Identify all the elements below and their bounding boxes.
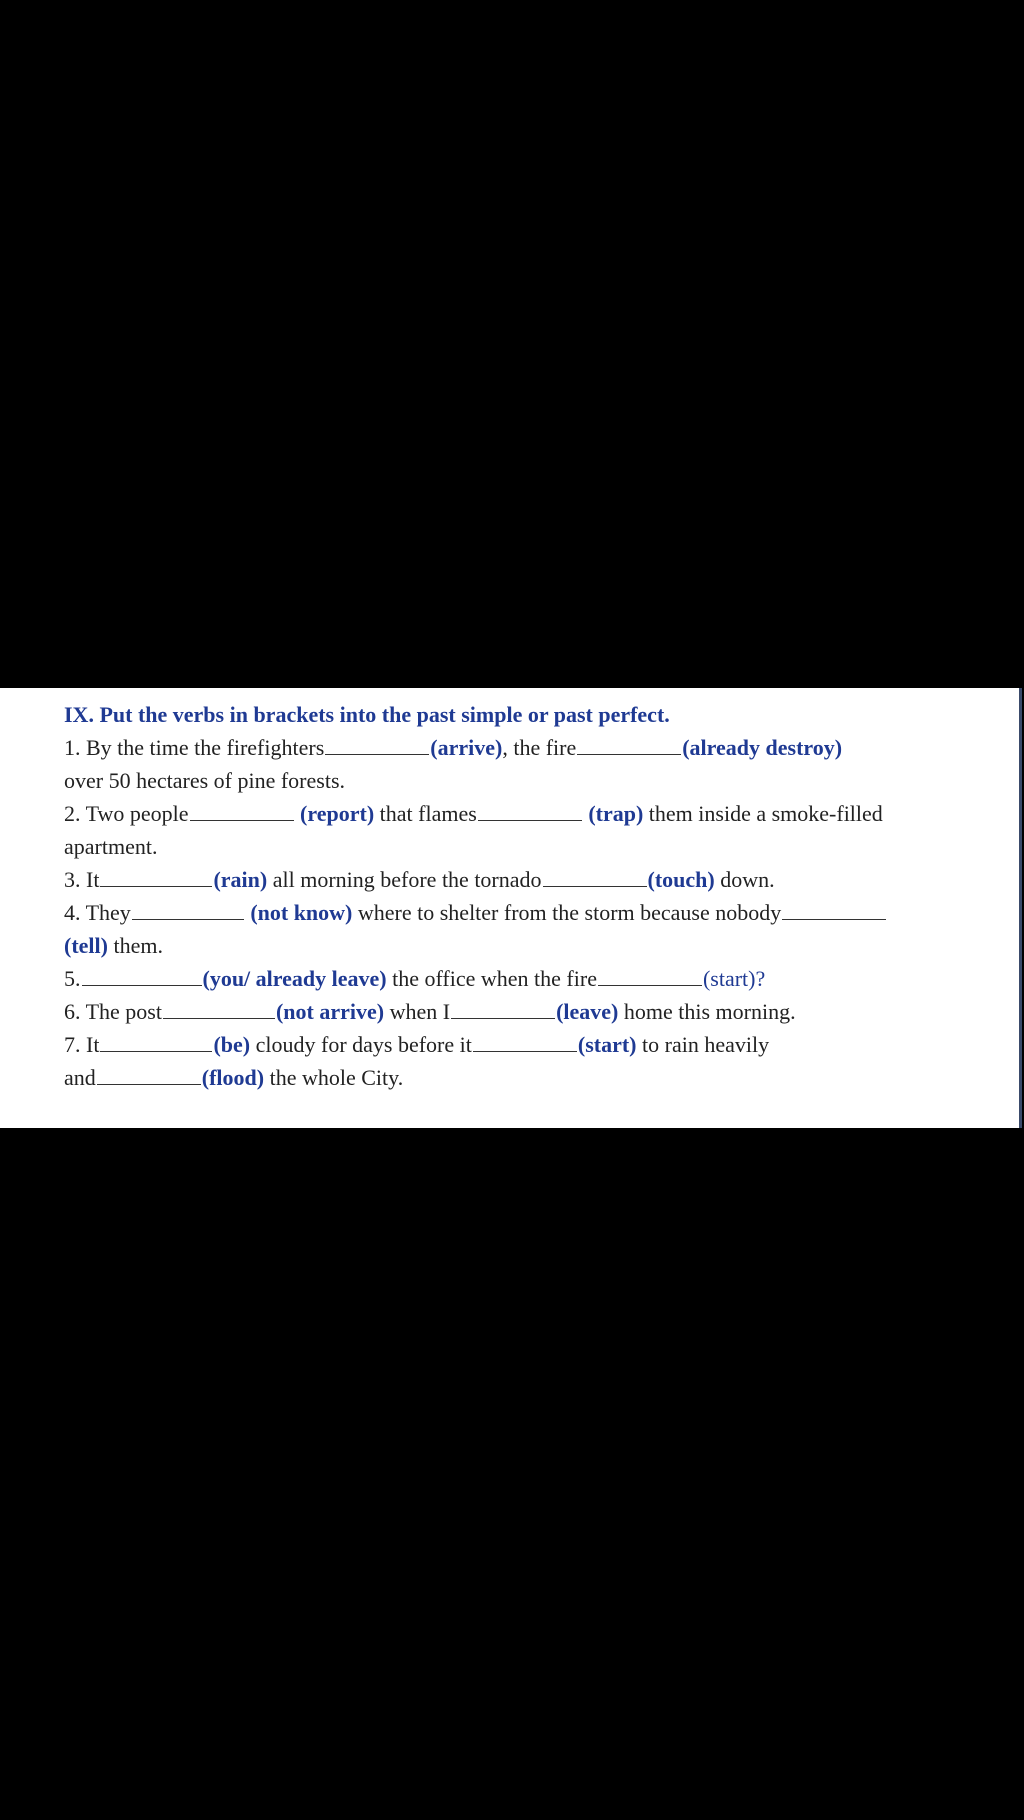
q2-blank-1[interactable] — [190, 800, 294, 821]
q5-text-b: the office when the fire — [392, 966, 597, 991]
q7-text-c: to rain heavily — [642, 1032, 770, 1057]
q5-verb-2: (start)? — [702, 966, 766, 991]
q7-text-e: the whole City. — [269, 1065, 404, 1090]
q6-text-b: when I — [389, 999, 451, 1024]
question-2-line-2 — [64, 830, 984, 863]
q6-verb-2: (leave) — [556, 999, 619, 1024]
q7-blank-1[interactable] — [100, 1031, 212, 1052]
q1-verb-1: (arrive) — [430, 735, 503, 760]
q2-text-c: them inside a smoke-filled — [648, 801, 883, 826]
exercise-content — [64, 698, 984, 1094]
question-1-line-2 — [64, 764, 984, 797]
q7-verb-3: (flood) — [201, 1065, 265, 1090]
q3-text-c: down. — [720, 867, 775, 892]
question-5 — [64, 962, 984, 995]
q1-verb-2: (already destroy) — [682, 735, 843, 760]
q6-blank-1[interactable] — [163, 998, 275, 1019]
q3-verb-1: (rain) — [213, 867, 268, 892]
question-2-line-1 — [64, 797, 984, 830]
q2-text-a: 2. Two people — [64, 801, 189, 826]
q4-text-c: them. — [113, 933, 163, 958]
exercise-panel — [0, 688, 1022, 1128]
q2-verb-2: (trap) — [588, 801, 644, 826]
q2-text-d: apartment. — [64, 834, 158, 859]
q6-text-c: home this morning. — [623, 999, 796, 1024]
q7-blank-2[interactable] — [473, 1031, 577, 1052]
q7-verb-1: (be) — [213, 1032, 251, 1057]
q1-blank-2[interactable] — [577, 734, 681, 755]
q2-blank-2[interactable] — [478, 800, 582, 821]
q5-blank-1[interactable] — [82, 965, 202, 986]
q1-text-c: over 50 hectares of pine forests. — [64, 768, 346, 793]
question-7-line-2 — [64, 1061, 984, 1094]
q6-blank-2[interactable] — [451, 998, 555, 1019]
q4-blank-1[interactable] — [132, 899, 244, 920]
q4-verb-1: (not know) — [250, 900, 353, 925]
question-7-line-1 — [64, 1028, 984, 1061]
q5-text-a: 5. — [64, 966, 81, 991]
q2-verb-1: (report) — [300, 801, 375, 826]
question-4-line-1 — [64, 896, 984, 929]
q3-blank-2[interactable] — [543, 866, 647, 887]
q7-text-a: 7. It — [64, 1032, 100, 1057]
question-4-line-2 — [64, 929, 984, 962]
q3-blank-1[interactable] — [100, 866, 212, 887]
q6-text-a: 6. The post — [64, 999, 162, 1024]
q4-text-a: 4. They — [64, 900, 131, 925]
q7-verb-2: (start) — [577, 1032, 637, 1057]
q4-blank-2[interactable] — [782, 899, 886, 920]
q1-blank-1[interactable] — [325, 734, 429, 755]
q4-verb-2: (tell) — [64, 933, 108, 958]
q5-verb-1: (you/ already leave) — [202, 966, 387, 991]
question-3 — [64, 863, 984, 896]
q3-verb-2: (touch) — [647, 867, 715, 892]
q7-text-b: cloudy for days before it — [255, 1032, 472, 1057]
q1-text-b: , the fire — [502, 735, 577, 760]
q7-blank-3[interactable] — [97, 1064, 201, 1085]
q5-blank-2[interactable] — [598, 965, 702, 986]
question-6 — [64, 995, 984, 1028]
q3-text-a: 3. It — [64, 867, 100, 892]
q3-text-b: all morning before the tornado — [272, 867, 542, 892]
q7-text-d: and — [64, 1065, 96, 1090]
q4-text-b: where to shelter from the storm because nobody — [357, 900, 782, 925]
q6-verb-1: (not arrive) — [275, 999, 385, 1024]
question-1-line-1 — [64, 731, 984, 764]
exercise-title: IX. Put the verbs in brackets into the past simple or past perfect. — [64, 702, 670, 727]
q2-text-b: that flames — [379, 801, 477, 826]
q1-text-a: 1. By the time the firefighters — [64, 735, 325, 760]
